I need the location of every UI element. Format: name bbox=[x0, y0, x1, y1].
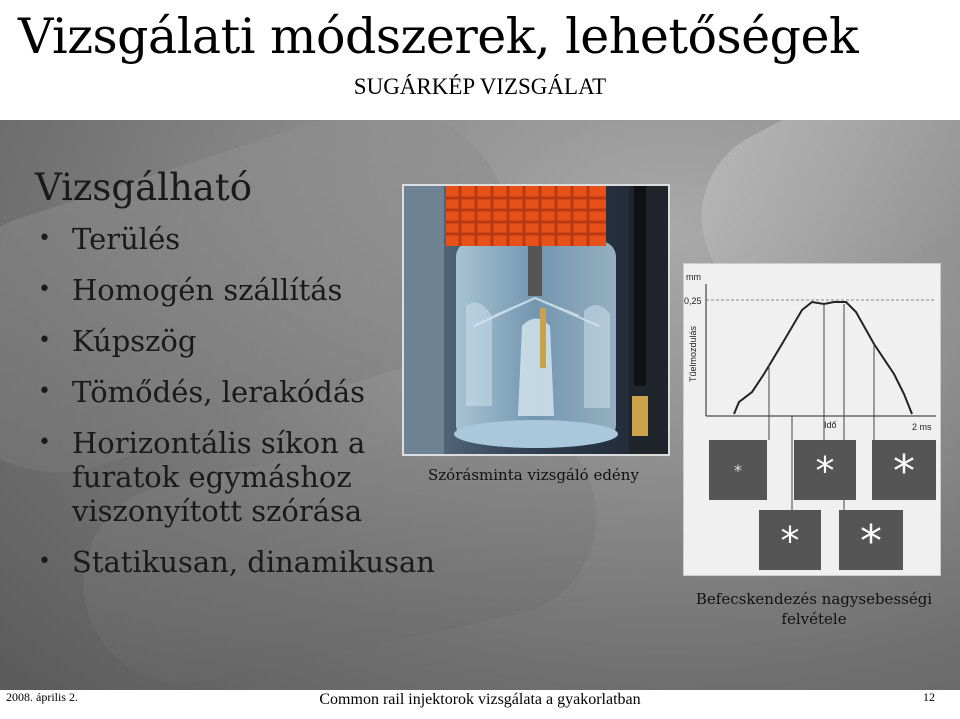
spray-frame-5 bbox=[839, 510, 903, 570]
bullet-item: • Homogén szállítás bbox=[38, 273, 435, 307]
footer-title: Common rail injektorok vizsgálata a gyakorlatban bbox=[319, 691, 641, 708]
unit-label: mm bbox=[686, 272, 701, 282]
bullet-list bbox=[38, 222, 435, 596]
bullet-item: • Terülés bbox=[38, 222, 435, 256]
section-heading: Vizsgálható bbox=[35, 166, 252, 209]
x-label: Idő bbox=[824, 420, 837, 430]
needle-lift-chart bbox=[684, 264, 940, 575]
svg-text:*: * bbox=[815, 449, 835, 493]
title-area bbox=[0, 0, 960, 120]
spray-vessel-illustration bbox=[404, 186, 668, 454]
page-number: 12 bbox=[923, 690, 935, 704]
injection-figure bbox=[683, 263, 941, 576]
bullet-item: • Kúpszög bbox=[38, 324, 435, 358]
svg-text:*: * bbox=[780, 519, 800, 563]
bullet-item: • Statikusan, dinamikusan bbox=[38, 545, 435, 579]
photo-caption: Szórásminta vizsgáló edény bbox=[428, 466, 639, 484]
spray-frame-4 bbox=[759, 510, 821, 570]
slide-subtitle bbox=[0, 74, 960, 100]
spray-frame-1 bbox=[709, 440, 767, 500]
tick-label: 0,25 bbox=[684, 296, 702, 306]
bullet-item: • Horizontális síkon a furatok egymáshoz viszonyított szórása bbox=[38, 426, 422, 528]
svg-text:*: * bbox=[893, 446, 915, 497]
subtitle-text: SUGÁRKÉP VIZSGÁLAT bbox=[353, 74, 607, 99]
figure-caption: Befecskendezés nagysebességi felvétele bbox=[695, 590, 933, 628]
spray-frame-3 bbox=[872, 440, 936, 500]
spray-frame-2 bbox=[794, 440, 856, 500]
y-axis-label: Tűelmozdulás bbox=[688, 325, 698, 382]
bullet-item: • Tömődés, lerakódás bbox=[38, 375, 435, 409]
time-label: 2 ms bbox=[912, 422, 932, 432]
svg-text:*: * bbox=[860, 516, 882, 567]
spray-vessel-photo bbox=[402, 184, 670, 456]
footer-date: 2008. április 2. bbox=[6, 690, 78, 704]
slide-title: Vizsgálati módszerek, lehetőségek bbox=[18, 8, 859, 65]
svg-text:*: * bbox=[734, 461, 742, 480]
